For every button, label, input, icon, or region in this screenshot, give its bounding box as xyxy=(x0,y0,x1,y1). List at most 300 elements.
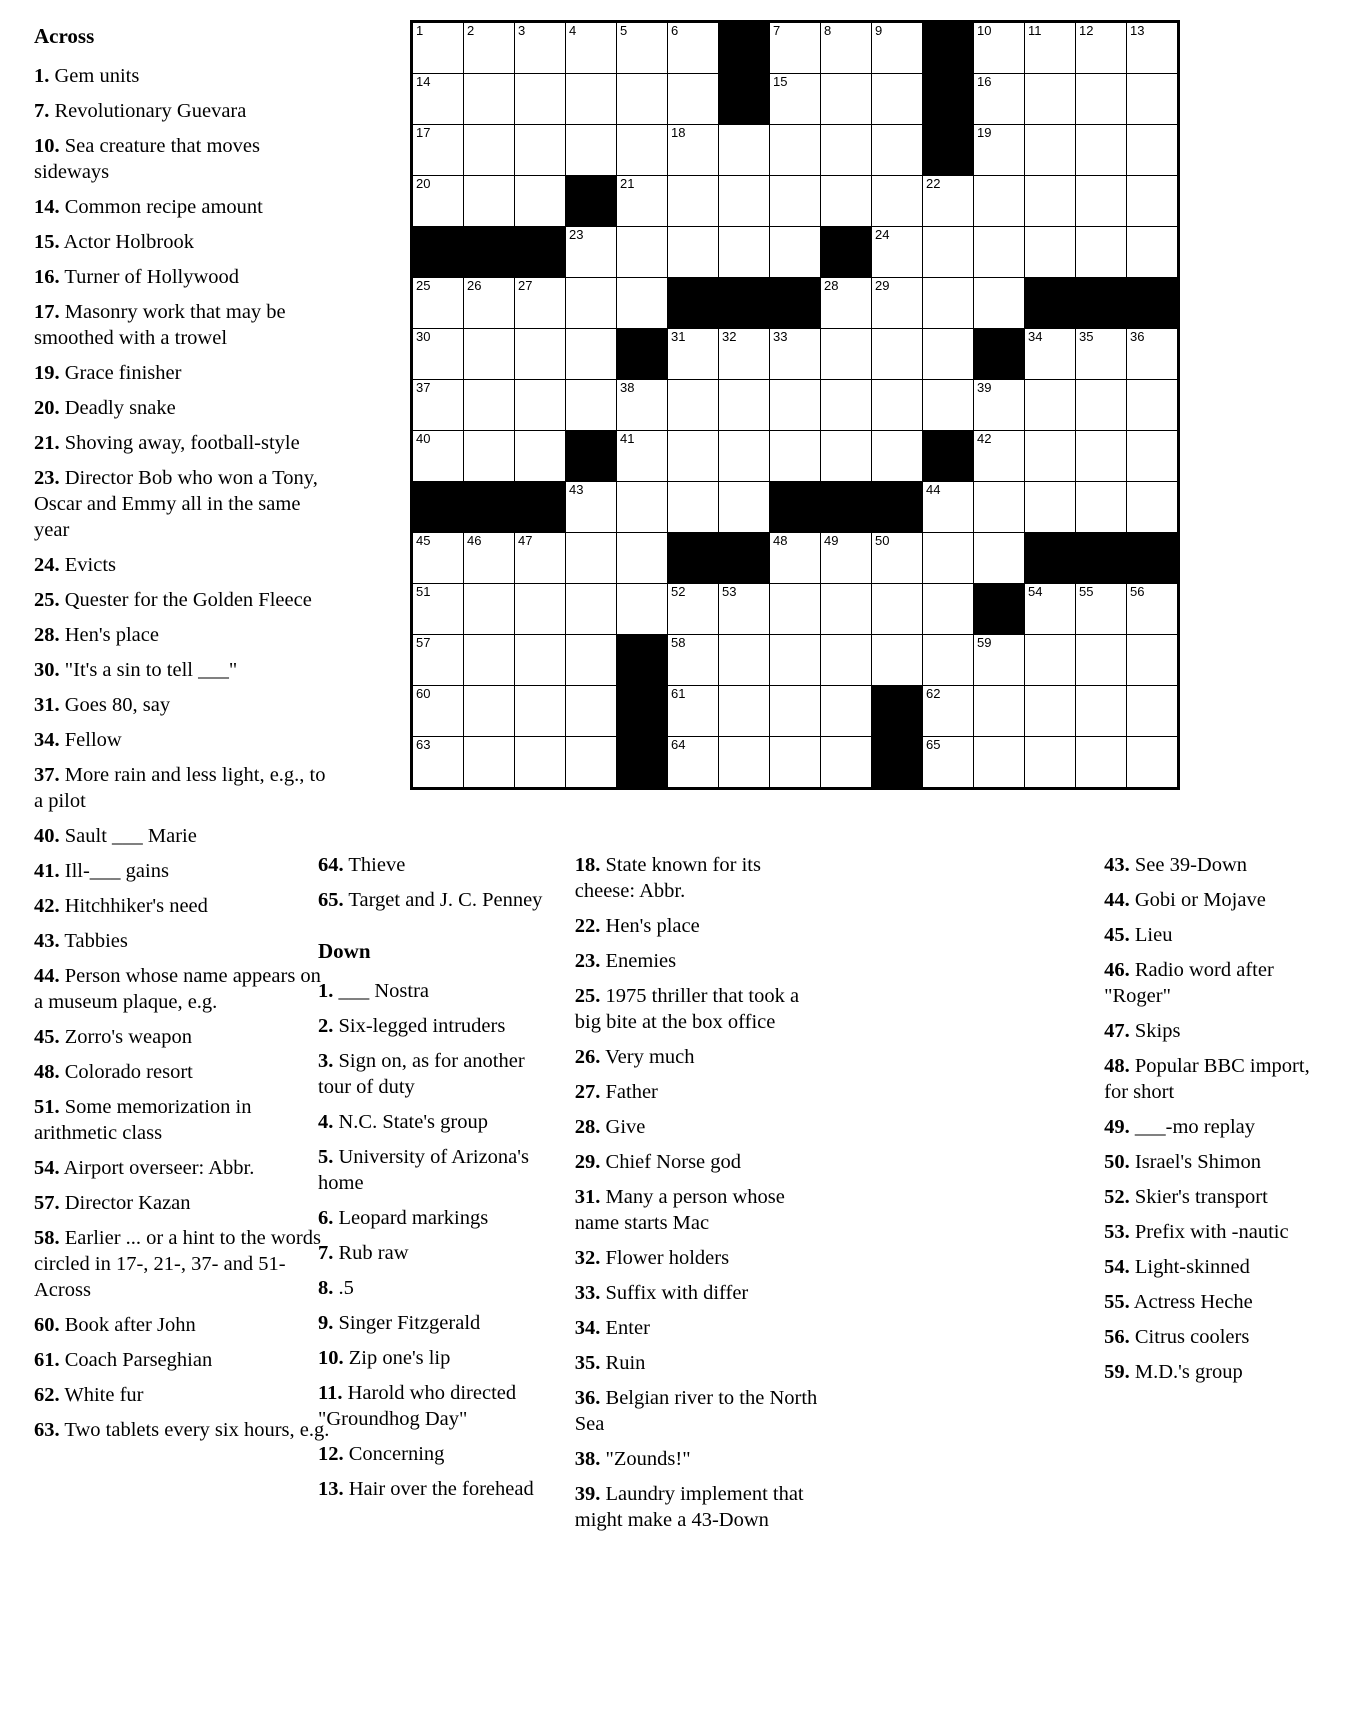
clue-item[interactable] xyxy=(34,622,334,648)
grid-cell[interactable] xyxy=(566,737,617,789)
grid-cell[interactable] xyxy=(515,380,566,431)
clue-item[interactable] xyxy=(34,430,334,456)
clue-item[interactable] xyxy=(318,887,561,913)
grid-cell[interactable] xyxy=(821,533,872,584)
grid-cell[interactable] xyxy=(566,74,617,125)
clue-item[interactable] xyxy=(1104,887,1324,913)
grid-cell[interactable] xyxy=(974,176,1025,227)
grid-cell[interactable] xyxy=(515,431,566,482)
clue-item[interactable] xyxy=(575,1315,827,1341)
clue-item[interactable] xyxy=(34,893,334,919)
clue-item[interactable] xyxy=(575,1114,827,1140)
clue-item[interactable] xyxy=(34,1059,334,1085)
grid-cell[interactable] xyxy=(464,125,515,176)
grid-cell-number: 6 xyxy=(671,23,679,38)
grid-cell[interactable] xyxy=(974,227,1025,278)
grid-cell[interactable] xyxy=(1025,22,1076,74)
clue-text: Gem units xyxy=(49,65,140,88)
grid-cell[interactable] xyxy=(872,22,923,74)
grid-cell[interactable] xyxy=(1127,482,1179,533)
grid-cell[interactable] xyxy=(770,125,821,176)
grid-cell[interactable] xyxy=(464,22,515,74)
grid-cell[interactable] xyxy=(566,533,617,584)
clue-item[interactable] xyxy=(34,133,334,185)
grid-cell[interactable] xyxy=(1076,74,1127,125)
grid-cell[interactable] xyxy=(515,125,566,176)
clue-item[interactable] xyxy=(34,1094,334,1146)
grid-cell[interactable] xyxy=(821,125,872,176)
grid-cell[interactable] xyxy=(719,329,770,380)
grid-cell[interactable] xyxy=(1127,380,1179,431)
grid-cell[interactable] xyxy=(821,431,872,482)
grid-cell[interactable] xyxy=(1127,74,1179,125)
clue-item[interactable] xyxy=(318,1013,561,1039)
clue-number: 46. xyxy=(1104,959,1130,981)
grid-cell[interactable] xyxy=(923,227,974,278)
grid-cell[interactable] xyxy=(464,329,515,380)
grid-cell[interactable] xyxy=(515,584,566,635)
grid-cell[interactable] xyxy=(1025,380,1076,431)
grid-cell[interactable] xyxy=(1127,737,1179,789)
grid-cell[interactable] xyxy=(668,125,719,176)
grid-cell[interactable] xyxy=(872,329,923,380)
clue-text: University of Arizona's home xyxy=(318,1146,529,1195)
grid-cell[interactable] xyxy=(770,176,821,227)
grid-cell[interactable] xyxy=(872,74,923,125)
grid-cell[interactable] xyxy=(770,686,821,737)
clue-item[interactable] xyxy=(1104,1114,1324,1140)
clue-item[interactable] xyxy=(34,63,334,89)
grid-cell[interactable] xyxy=(1127,176,1179,227)
grid-cell[interactable] xyxy=(719,227,770,278)
grid-cell[interactable] xyxy=(412,329,464,380)
grid-cell[interactable] xyxy=(566,329,617,380)
grid-cell[interactable] xyxy=(617,533,668,584)
grid-cell-number: 36 xyxy=(1130,329,1145,344)
grid-cell[interactable] xyxy=(770,431,821,482)
clue-item[interactable] xyxy=(575,1184,827,1236)
grid-cell[interactable] xyxy=(770,22,821,74)
grid-cell[interactable] xyxy=(566,482,617,533)
grid-cell[interactable] xyxy=(923,278,974,329)
clue-number: 24. xyxy=(34,554,60,577)
grid-cell[interactable] xyxy=(668,227,719,278)
grid-cell[interactable] xyxy=(566,635,617,686)
grid-cell[interactable] xyxy=(412,686,464,737)
grid-cell[interactable] xyxy=(1025,482,1076,533)
grid-cell[interactable] xyxy=(821,635,872,686)
clue-item[interactable] xyxy=(1104,1219,1324,1245)
grid-cell[interactable] xyxy=(1025,176,1076,227)
grid-cell[interactable] xyxy=(617,584,668,635)
clue-item[interactable] xyxy=(575,1350,827,1376)
grid-cell[interactable] xyxy=(974,482,1025,533)
clue-number: 43. xyxy=(34,930,60,953)
clue-item[interactable] xyxy=(575,1245,827,1271)
grid-cell[interactable] xyxy=(923,329,974,380)
grid-cell[interactable] xyxy=(515,74,566,125)
grid-cell[interactable] xyxy=(668,584,719,635)
grid-cell[interactable] xyxy=(1025,635,1076,686)
grid-cell[interactable] xyxy=(617,380,668,431)
clue-item[interactable] xyxy=(318,852,561,878)
grid-cell[interactable] xyxy=(1076,380,1127,431)
clue-item[interactable] xyxy=(34,552,334,578)
grid-cell[interactable] xyxy=(974,74,1025,125)
grid-cell[interactable] xyxy=(515,22,566,74)
grid-cell[interactable] xyxy=(515,329,566,380)
clue-item[interactable] xyxy=(1104,922,1324,948)
grid-cell[interactable] xyxy=(872,533,923,584)
grid-cell[interactable] xyxy=(1127,227,1179,278)
grid-cell-number: 17 xyxy=(416,125,431,140)
clue-number: 33. xyxy=(574,1282,601,1304)
grid-cell[interactable] xyxy=(668,431,719,482)
clue-item[interactable] xyxy=(575,1079,827,1105)
clue-item[interactable] xyxy=(1104,1053,1324,1105)
grid-cell[interactable] xyxy=(1076,737,1127,789)
clue-item[interactable] xyxy=(34,1347,334,1373)
clue-text: Father xyxy=(600,1081,658,1103)
grid-cell[interactable] xyxy=(872,431,923,482)
clue-item[interactable] xyxy=(1104,1184,1324,1210)
grid-cell[interactable] xyxy=(617,22,668,74)
clue-item[interactable] xyxy=(575,948,827,974)
grid-cell[interactable] xyxy=(770,380,821,431)
crossword-grid[interactable] xyxy=(410,20,1180,790)
grid-cell[interactable] xyxy=(464,686,515,737)
grid-cell[interactable] xyxy=(821,686,872,737)
grid-cell[interactable] xyxy=(923,176,974,227)
clue-text: Zorro's weapon xyxy=(59,1026,192,1049)
grid-cell[interactable] xyxy=(923,482,974,533)
grid-cell[interactable] xyxy=(719,635,770,686)
grid-cell[interactable] xyxy=(770,737,821,789)
grid-cell[interactable] xyxy=(566,125,617,176)
grid-cell[interactable] xyxy=(1076,329,1127,380)
grid-cell[interactable] xyxy=(617,431,668,482)
grid-cell[interactable] xyxy=(515,278,566,329)
grid-cell[interactable] xyxy=(668,329,719,380)
grid-cell[interactable] xyxy=(770,74,821,125)
crossword-grid-table[interactable] xyxy=(410,20,1180,790)
grid-cell[interactable] xyxy=(617,278,668,329)
grid-cell[interactable] xyxy=(872,176,923,227)
clue-item[interactable] xyxy=(34,229,334,255)
grid-cell[interactable] xyxy=(770,584,821,635)
grid-cell-block xyxy=(1076,278,1127,329)
grid-cell[interactable] xyxy=(1025,431,1076,482)
grid-cell[interactable] xyxy=(668,176,719,227)
grid-cell[interactable] xyxy=(872,227,923,278)
clue-item[interactable] xyxy=(1104,1254,1324,1280)
grid-cell[interactable] xyxy=(770,227,821,278)
grid-cell[interactable] xyxy=(719,431,770,482)
grid-cell[interactable] xyxy=(617,227,668,278)
grid-cell[interactable] xyxy=(872,278,923,329)
clue-item[interactable] xyxy=(575,1149,827,1175)
grid-cell[interactable] xyxy=(566,22,617,74)
clue-item[interactable] xyxy=(1104,1018,1324,1044)
clue-item[interactable] xyxy=(34,963,334,1015)
grid-cell[interactable] xyxy=(719,584,770,635)
clue-item[interactable] xyxy=(34,1190,334,1216)
grid-cell[interactable] xyxy=(566,380,617,431)
grid-cell[interactable] xyxy=(974,125,1025,176)
grid-cell[interactable] xyxy=(668,380,719,431)
grid-cell[interactable] xyxy=(464,278,515,329)
grid-cell[interactable] xyxy=(617,176,668,227)
clue-item[interactable] xyxy=(34,657,334,683)
clue-item[interactable] xyxy=(34,858,334,884)
clue-item[interactable] xyxy=(575,983,827,1035)
grid-cell[interactable] xyxy=(412,22,464,74)
clue-number: 28. xyxy=(34,624,60,647)
grid-cell[interactable] xyxy=(464,431,515,482)
clue-item[interactable] xyxy=(318,1048,561,1100)
grid-cell[interactable] xyxy=(1025,227,1076,278)
grid-cell[interactable] xyxy=(412,125,464,176)
grid-cell[interactable] xyxy=(464,176,515,227)
grid-cell[interactable] xyxy=(464,533,515,584)
clue-item[interactable] xyxy=(1104,1149,1324,1175)
grid-cell[interactable] xyxy=(515,686,566,737)
grid-cell[interactable] xyxy=(412,278,464,329)
grid-cell[interactable] xyxy=(821,737,872,789)
grid-cell[interactable] xyxy=(719,125,770,176)
clue-number: 42. xyxy=(34,895,60,918)
grid-cell[interactable] xyxy=(617,482,668,533)
grid-cell[interactable] xyxy=(412,737,464,789)
grid-cell[interactable] xyxy=(515,635,566,686)
grid-cell[interactable] xyxy=(923,584,974,635)
grid-cell[interactable] xyxy=(617,74,668,125)
clue-item[interactable] xyxy=(34,264,334,290)
grid-cell[interactable] xyxy=(821,74,872,125)
clue-item[interactable] xyxy=(34,1417,334,1443)
grid-cell[interactable] xyxy=(821,329,872,380)
clue-item[interactable] xyxy=(575,1481,827,1533)
grid-cell[interactable] xyxy=(974,431,1025,482)
grid-cell[interactable] xyxy=(974,737,1025,789)
grid-cell[interactable] xyxy=(1076,482,1127,533)
clue-item[interactable] xyxy=(1104,957,1324,1009)
grid-cell-block xyxy=(1076,533,1127,584)
grid-row xyxy=(412,278,1179,329)
clue-item[interactable] xyxy=(34,194,334,220)
grid-cell[interactable] xyxy=(821,278,872,329)
clue-item[interactable] xyxy=(34,823,334,849)
grid-cell[interactable] xyxy=(1025,737,1076,789)
grid-cell[interactable] xyxy=(719,176,770,227)
clue-item[interactable] xyxy=(34,98,334,124)
clue-item[interactable] xyxy=(318,1275,561,1301)
grid-cell[interactable] xyxy=(719,482,770,533)
grid-cell[interactable] xyxy=(464,584,515,635)
grid-cell[interactable] xyxy=(719,737,770,789)
grid-cell[interactable] xyxy=(974,278,1025,329)
clue-item[interactable] xyxy=(34,1024,334,1050)
grid-cell[interactable] xyxy=(974,635,1025,686)
grid-cell[interactable] xyxy=(464,737,515,789)
grid-cell[interactable] xyxy=(412,176,464,227)
grid-cell[interactable] xyxy=(668,686,719,737)
grid-cell[interactable] xyxy=(617,125,668,176)
clue-item[interactable] xyxy=(318,1380,561,1432)
clue-item[interactable] xyxy=(575,1280,827,1306)
grid-cell[interactable] xyxy=(515,533,566,584)
grid-cell[interactable] xyxy=(1076,22,1127,74)
grid-cell[interactable] xyxy=(566,584,617,635)
grid-cell[interactable] xyxy=(821,584,872,635)
grid-cell[interactable] xyxy=(412,533,464,584)
clue-text: M.D.'s group xyxy=(1129,1361,1243,1383)
clue-item[interactable] xyxy=(318,1109,561,1135)
grid-cell[interactable] xyxy=(923,380,974,431)
grid-cell[interactable] xyxy=(1076,431,1127,482)
clue-item[interactable] xyxy=(575,913,827,939)
grid-cell[interactable] xyxy=(668,635,719,686)
grid-cell[interactable] xyxy=(821,22,872,74)
grid-cell[interactable] xyxy=(1076,125,1127,176)
grid-cell[interactable] xyxy=(1127,431,1179,482)
clue-item[interactable] xyxy=(318,1205,561,1231)
clue-item[interactable] xyxy=(318,1240,561,1266)
grid-cell[interactable] xyxy=(1025,125,1076,176)
clue-item[interactable] xyxy=(34,1225,334,1303)
clue-item[interactable] xyxy=(318,1345,561,1371)
clue-item[interactable] xyxy=(34,1382,334,1408)
grid-cell[interactable] xyxy=(923,635,974,686)
grid-cell[interactable] xyxy=(1127,329,1179,380)
grid-cell[interactable] xyxy=(974,533,1025,584)
clue-item[interactable] xyxy=(1104,1289,1324,1315)
grid-cell[interactable] xyxy=(1076,227,1127,278)
grid-cell[interactable] xyxy=(1127,125,1179,176)
grid-cell[interactable] xyxy=(1025,686,1076,737)
grid-cell[interactable] xyxy=(719,380,770,431)
clue-item[interactable] xyxy=(34,299,334,351)
grid-cell[interactable] xyxy=(412,584,464,635)
grid-cell[interactable] xyxy=(974,22,1025,74)
grid-cell[interactable] xyxy=(1127,686,1179,737)
grid-cell[interactable] xyxy=(515,737,566,789)
grid-cell[interactable] xyxy=(872,635,923,686)
grid-cell-number: 24 xyxy=(875,227,890,242)
grid-cell[interactable] xyxy=(1127,584,1179,635)
clue-item[interactable] xyxy=(575,1044,827,1070)
grid-cell-number: 50 xyxy=(875,533,890,548)
grid-cell[interactable] xyxy=(412,74,464,125)
clue-item[interactable] xyxy=(34,465,334,543)
grid-cell[interactable] xyxy=(923,686,974,737)
grid-cell[interactable] xyxy=(668,22,719,74)
grid-cell[interactable] xyxy=(821,176,872,227)
grid-row xyxy=(412,635,1179,686)
grid-cell[interactable] xyxy=(872,584,923,635)
clue-item[interactable] xyxy=(34,395,334,421)
grid-cell[interactable] xyxy=(974,380,1025,431)
grid-cell[interactable] xyxy=(566,686,617,737)
grid-cell[interactable] xyxy=(770,635,821,686)
grid-cell[interactable] xyxy=(1127,22,1179,74)
grid-cell-number: 21 xyxy=(620,176,635,191)
grid-cell[interactable] xyxy=(515,176,566,227)
clue-text: Ill-___ gains xyxy=(59,860,169,883)
grid-cell[interactable] xyxy=(668,74,719,125)
clue-text: Hitchhiker's need xyxy=(59,895,208,918)
clue-item[interactable] xyxy=(318,1476,561,1502)
grid-cell[interactable] xyxy=(412,380,464,431)
grid-cell[interactable] xyxy=(1076,584,1127,635)
grid-cell[interactable] xyxy=(464,74,515,125)
grid-cell[interactable] xyxy=(1025,584,1076,635)
grid-cell[interactable] xyxy=(412,431,464,482)
grid-cell-block xyxy=(923,22,974,74)
grid-cell[interactable] xyxy=(770,533,821,584)
clue-item[interactable] xyxy=(34,692,334,718)
grid-cell[interactable] xyxy=(872,125,923,176)
grid-cell[interactable] xyxy=(923,737,974,789)
grid-cell[interactable] xyxy=(923,533,974,584)
grid-cell[interactable] xyxy=(821,380,872,431)
clue-item[interactable] xyxy=(575,1385,827,1437)
clue-number: 40. xyxy=(34,825,60,848)
grid-cell[interactable] xyxy=(1076,635,1127,686)
clue-text: Concerning xyxy=(343,1443,445,1466)
clue-item[interactable] xyxy=(318,1310,561,1336)
grid-cell-number: 26 xyxy=(467,278,482,293)
grid-cell[interactable] xyxy=(872,380,923,431)
clue-item[interactable] xyxy=(318,978,561,1004)
grid-cell[interactable] xyxy=(566,227,617,278)
clue-item[interactable] xyxy=(34,587,334,613)
clue-item[interactable] xyxy=(1104,1359,1324,1385)
clue-item[interactable] xyxy=(34,928,334,954)
grid-cell[interactable] xyxy=(974,686,1025,737)
clue-item[interactable] xyxy=(1104,852,1324,878)
clue-item[interactable] xyxy=(34,727,334,753)
grid-cell-block xyxy=(515,227,566,278)
grid-cell-number: 1 xyxy=(416,23,424,38)
grid-cell[interactable] xyxy=(668,737,719,789)
clue-item[interactable] xyxy=(318,1441,561,1467)
clue-item[interactable] xyxy=(1104,1324,1324,1350)
grid-cell[interactable] xyxy=(464,635,515,686)
clue-item[interactable] xyxy=(34,1155,334,1181)
clue-number: 58. xyxy=(34,1227,60,1250)
clue-item[interactable] xyxy=(34,1312,334,1338)
clue-item[interactable] xyxy=(575,852,827,904)
grid-cell[interactable] xyxy=(412,635,464,686)
grid-cell[interactable] xyxy=(668,482,719,533)
grid-cell[interactable] xyxy=(719,686,770,737)
clue-item[interactable] xyxy=(575,1446,827,1472)
grid-cell[interactable] xyxy=(1076,176,1127,227)
grid-cell[interactable] xyxy=(1076,686,1127,737)
grid-cell[interactable] xyxy=(1025,74,1076,125)
grid-cell[interactable] xyxy=(1025,329,1076,380)
clue-item[interactable] xyxy=(34,762,334,814)
grid-cell[interactable] xyxy=(770,329,821,380)
clue-item[interactable] xyxy=(318,1144,561,1196)
clue-item[interactable] xyxy=(34,360,334,386)
grid-cell[interactable] xyxy=(1127,635,1179,686)
grid-cell[interactable] xyxy=(464,380,515,431)
clue-number: 53. xyxy=(1104,1221,1130,1243)
clue-text: Sea creature that moves sideways xyxy=(34,135,260,184)
grid-cell[interactable] xyxy=(566,278,617,329)
